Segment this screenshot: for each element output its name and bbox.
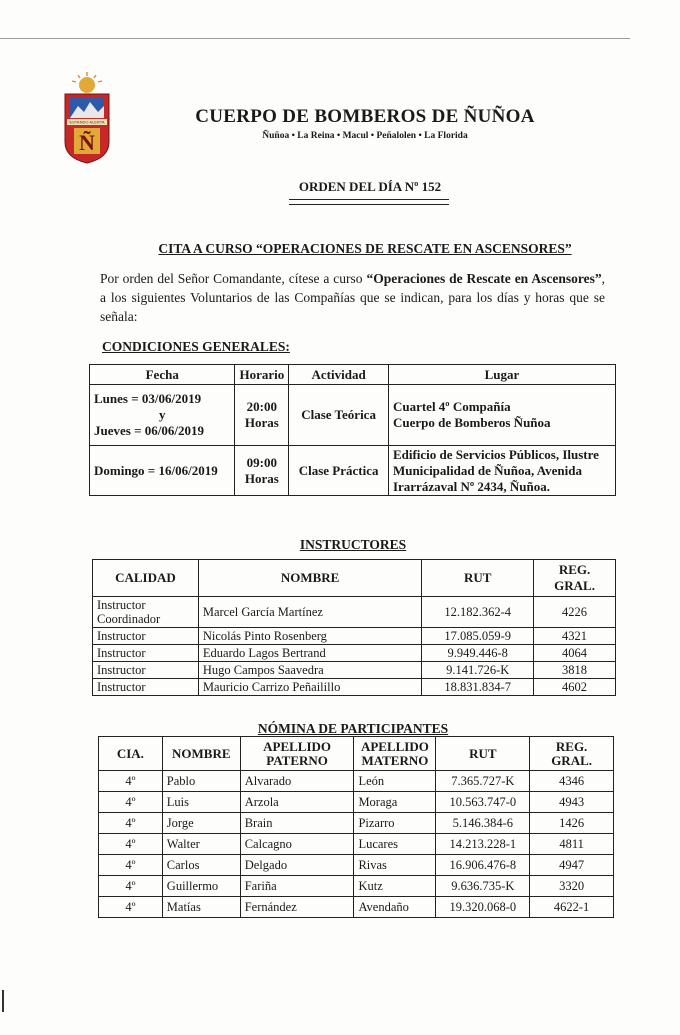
header-gral: GRAL. — [554, 578, 595, 593]
header-rut: RUT — [436, 737, 530, 771]
instructors-table — [92, 559, 616, 696]
course-title: CITA A CURSO “OPERACIONES DE RESCATE EN ASCENSORES” — [158, 241, 572, 256]
conditions-title: CONDICIONES GENERALES: — [102, 339, 290, 354]
cell-nombre: Nicolás Pinto Rosenberg — [198, 628, 421, 645]
cell-rut: 7.365.727-K — [436, 771, 530, 792]
cell-reg: 4602 — [534, 679, 616, 696]
cell-materno: Avendaño — [354, 897, 436, 918]
cell-cia: 4º — [99, 834, 163, 855]
cell-nombre: Guillermo — [162, 876, 240, 897]
lugar-line: Cuartel 4º Compañía — [392, 399, 511, 414]
cell-reg: 4226 — [534, 597, 616, 628]
header-line: MATERNO — [361, 752, 429, 768]
cell-cia: 4º — [99, 792, 163, 813]
header-fecha: Fecha — [90, 365, 235, 385]
cell-cia: 4º — [99, 897, 163, 918]
header-nombre: NOMBRE — [198, 560, 421, 597]
order-title-double-rule — [289, 199, 449, 205]
cell-nombre: Jorge — [162, 813, 240, 834]
cell-lugar — [388, 446, 615, 496]
cell-paterno: Delgado — [240, 855, 354, 876]
cell-reg: 4346 — [530, 771, 614, 792]
participants-table — [98, 736, 614, 918]
cell-reg: 3818 — [534, 662, 616, 679]
cell-nombre: Luis — [162, 792, 240, 813]
cell-cia: 4º — [99, 876, 163, 897]
cell-actividad: Clase Práctica — [289, 446, 389, 496]
cell-paterno: Fariña — [240, 876, 354, 897]
cell-materno: Pizarro — [354, 813, 436, 834]
header-line: REG. — [555, 738, 588, 754]
logo-banner-text: ESTANDO ALERTA — [69, 119, 105, 125]
bomberos-crest-logo — [62, 72, 112, 164]
table-row — [99, 897, 614, 918]
conditions-header-row — [90, 365, 616, 385]
cell-rut: 14.213.228-1 — [436, 834, 530, 855]
conditions-row — [90, 385, 616, 446]
header-horario: Horario — [235, 365, 289, 385]
logo-letter: Ñ — [79, 130, 95, 155]
fecha-line: Jueves = 06/06/2019 — [94, 423, 204, 438]
cell-materno: León — [354, 771, 436, 792]
cell-reg: 1426 — [530, 813, 614, 834]
cell-nombre: Eduardo Lagos Bertrand — [198, 645, 421, 662]
header-line: APELLIDO — [263, 738, 332, 754]
conditions-table — [89, 364, 616, 496]
order-title: ORDEN DEL DÍA Nº 152 — [298, 179, 442, 194]
header-line: PATERNO — [266, 752, 328, 768]
cell-calidad: Instructor — [93, 679, 199, 696]
intro-paragraph — [100, 269, 605, 326]
lugar-line: Municipalidad de Ñuñoa, Avenida — [392, 462, 582, 478]
cell-paterno: Arzola — [240, 792, 354, 813]
cell-lugar — [388, 385, 615, 446]
header-reg-gral — [534, 560, 616, 597]
cell-nombre: Marcel García Martínez — [198, 597, 421, 628]
cell-reg: 4064 — [534, 645, 616, 662]
header-rut: RUT — [422, 560, 534, 597]
cell-rut: 16.906.476-8 — [436, 855, 530, 876]
header-reg-gral — [530, 737, 614, 771]
header-nombre: NOMBRE — [162, 737, 240, 771]
cell-calidad: Instructor — [93, 628, 199, 645]
cell-horario — [235, 446, 289, 496]
cell-rut: 10.563.747-0 — [436, 792, 530, 813]
cell-nombre: Walter — [162, 834, 240, 855]
table-row — [93, 679, 616, 696]
instructors-header-row — [93, 560, 616, 597]
participants-title: NÓMINA DE PARTICIPANTES — [257, 721, 449, 736]
cell-nombre: Mauricio Carrizo Peñailillo — [198, 679, 421, 696]
cell-rut: 9.141.726-K — [422, 662, 534, 679]
horario-time: 20:00 — [246, 399, 277, 414]
header-calidad: CALIDAD — [93, 560, 199, 597]
cell-cia: 4º — [99, 855, 163, 876]
lugar-line: Edificio de Servicios Públicos, Ilustre — [392, 446, 599, 462]
table-row — [93, 645, 616, 662]
horario-unit: Horas — [244, 415, 279, 430]
table-row — [99, 813, 614, 834]
fecha-line: Lunes = 03/06/2019 — [94, 391, 202, 406]
cell-reg: 4947 — [530, 855, 614, 876]
cell-cia: 4º — [99, 771, 163, 792]
cell-reg: 3320 — [530, 876, 614, 897]
table-row — [99, 771, 614, 792]
cell-fecha: Domingo = 16/06/2019 — [90, 446, 235, 496]
intro-text-1: Por orden del Señor Comandante, cítese a curso — [100, 271, 367, 286]
cell-paterno: Alvarado — [240, 771, 354, 792]
cell-rut: 5.146.384-6 — [436, 813, 530, 834]
cell-calidad: Instructor — [93, 662, 199, 679]
table-row — [99, 792, 614, 813]
lugar-line: Cuerpo de Bomberos Ñuñoa — [392, 415, 551, 430]
cell-horario — [235, 385, 289, 446]
cell-nombre: Matías — [162, 897, 240, 918]
org-header — [160, 106, 570, 141]
horario-unit: Horas — [244, 470, 279, 486]
instructors-title: INSTRUCTORES — [299, 537, 407, 552]
cell-materno: Rivas — [354, 855, 436, 876]
cell-fecha — [90, 385, 235, 446]
fecha-connector: y — [158, 407, 166, 422]
cell-rut: 19.320.068-0 — [436, 897, 530, 918]
cell-materno: Lucares — [354, 834, 436, 855]
cell-calidad: Instructor — [93, 645, 199, 662]
header-line: APELLIDO — [360, 738, 429, 754]
header-lugar: Lugar — [388, 365, 615, 385]
org-name: CUERPO DE BOMBEROS DE ÑUÑOA — [195, 106, 535, 127]
calidad-line: Instructor — [97, 598, 146, 612]
calidad-line: Coordinador — [97, 612, 161, 626]
table-row — [99, 834, 614, 855]
top-scan-line — [0, 38, 630, 39]
cell-paterno: Fernández — [240, 897, 354, 918]
cell-nombre: Carlos — [162, 855, 240, 876]
cell-calidad — [93, 597, 199, 628]
participants-header-row — [99, 737, 614, 771]
header-actividad: Actividad — [289, 365, 389, 385]
header-cia: CIA. — [99, 737, 163, 771]
table-row — [99, 855, 614, 876]
cell-nombre: Hugo Campos Saavedra — [198, 662, 421, 679]
cell-rut: 18.831.834-7 — [422, 679, 534, 696]
conditions-row — [90, 446, 616, 496]
table-row — [99, 876, 614, 897]
cell-reg: 4811 — [530, 834, 614, 855]
cell-reg: 4321 — [534, 628, 616, 645]
cell-reg: 4943 — [530, 792, 614, 813]
cell-actividad: Clase Teórica — [289, 385, 389, 446]
cell-materno: Moraga — [354, 792, 436, 813]
cell-paterno: Calcagno — [240, 834, 354, 855]
table-row — [93, 628, 616, 645]
cell-rut: 12.182.362-4 — [422, 597, 534, 628]
header-apellido-materno — [354, 737, 436, 771]
cell-rut: 9.949.446-8 — [422, 645, 534, 662]
cell-nombre: Pablo — [162, 771, 240, 792]
intro-text-2: , a los siguientes Voluntarios de las Compañías que se indican, para los días y horas que se señala: — [100, 271, 605, 324]
header-reg: REG. — [558, 562, 591, 577]
cell-cia: 4º — [99, 813, 163, 834]
table-row — [93, 597, 616, 628]
cell-rut: 9.636.735-K — [436, 876, 530, 897]
scan-margin-mark — [2, 990, 4, 1012]
header-line: GRAL. — [551, 752, 592, 768]
cell-materno: Kutz — [354, 876, 436, 897]
cell-rut: 17.085.059-9 — [422, 628, 534, 645]
header-apellido-paterno — [240, 737, 354, 771]
intro-course-name: “Operaciones de Rescate en Ascensores” — [366, 271, 602, 286]
org-communes: Ñuñoa • La Reina • Macul • Peñalolen • La Florida — [262, 131, 468, 141]
lugar-line: Irarrázaval Nº 2434, Ñuñoa. — [392, 478, 550, 494]
cell-paterno: Brain — [240, 813, 354, 834]
table-row — [93, 662, 616, 679]
cell-reg: 4622-1 — [530, 897, 614, 918]
sun-rays-icon — [72, 72, 102, 93]
horario-time: 09:00 — [246, 454, 277, 470]
